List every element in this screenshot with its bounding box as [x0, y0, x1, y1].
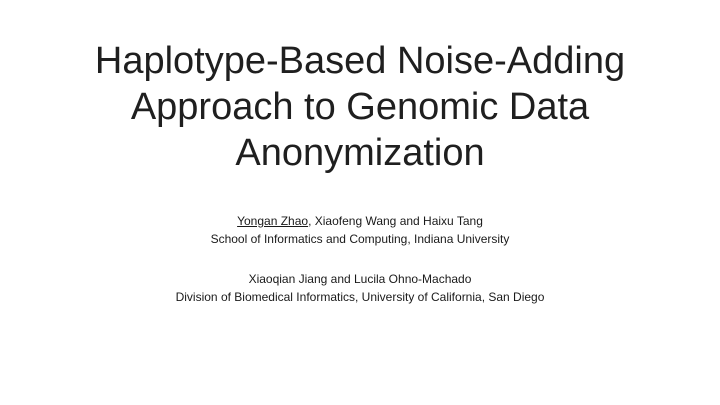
affiliation-1: School of Informatics and Computing, Indiana University — [210, 232, 510, 246]
co-authors-1: , Xiaofeng Wang and Haixu Tang — [308, 214, 483, 228]
title-line-3: Anonymization — [235, 132, 485, 174]
title-line-1: Haplotype-Based Noise-Adding — [94, 40, 626, 82]
title-line-2: Approach to Genomic Data — [130, 86, 590, 128]
presenting-author: Yongan Zhao — [237, 214, 309, 228]
author-block — [40, 212, 680, 306]
spacer — [40, 248, 680, 270]
affiliation-2: Division of Biomedical Informatics, University of California, San Diego — [175, 290, 545, 304]
slide-title — [60, 38, 660, 176]
author-line-1 — [40, 212, 680, 230]
author-line-2: Xiaoqian Jiang and Lucila Ohno-Machado — [248, 272, 472, 286]
